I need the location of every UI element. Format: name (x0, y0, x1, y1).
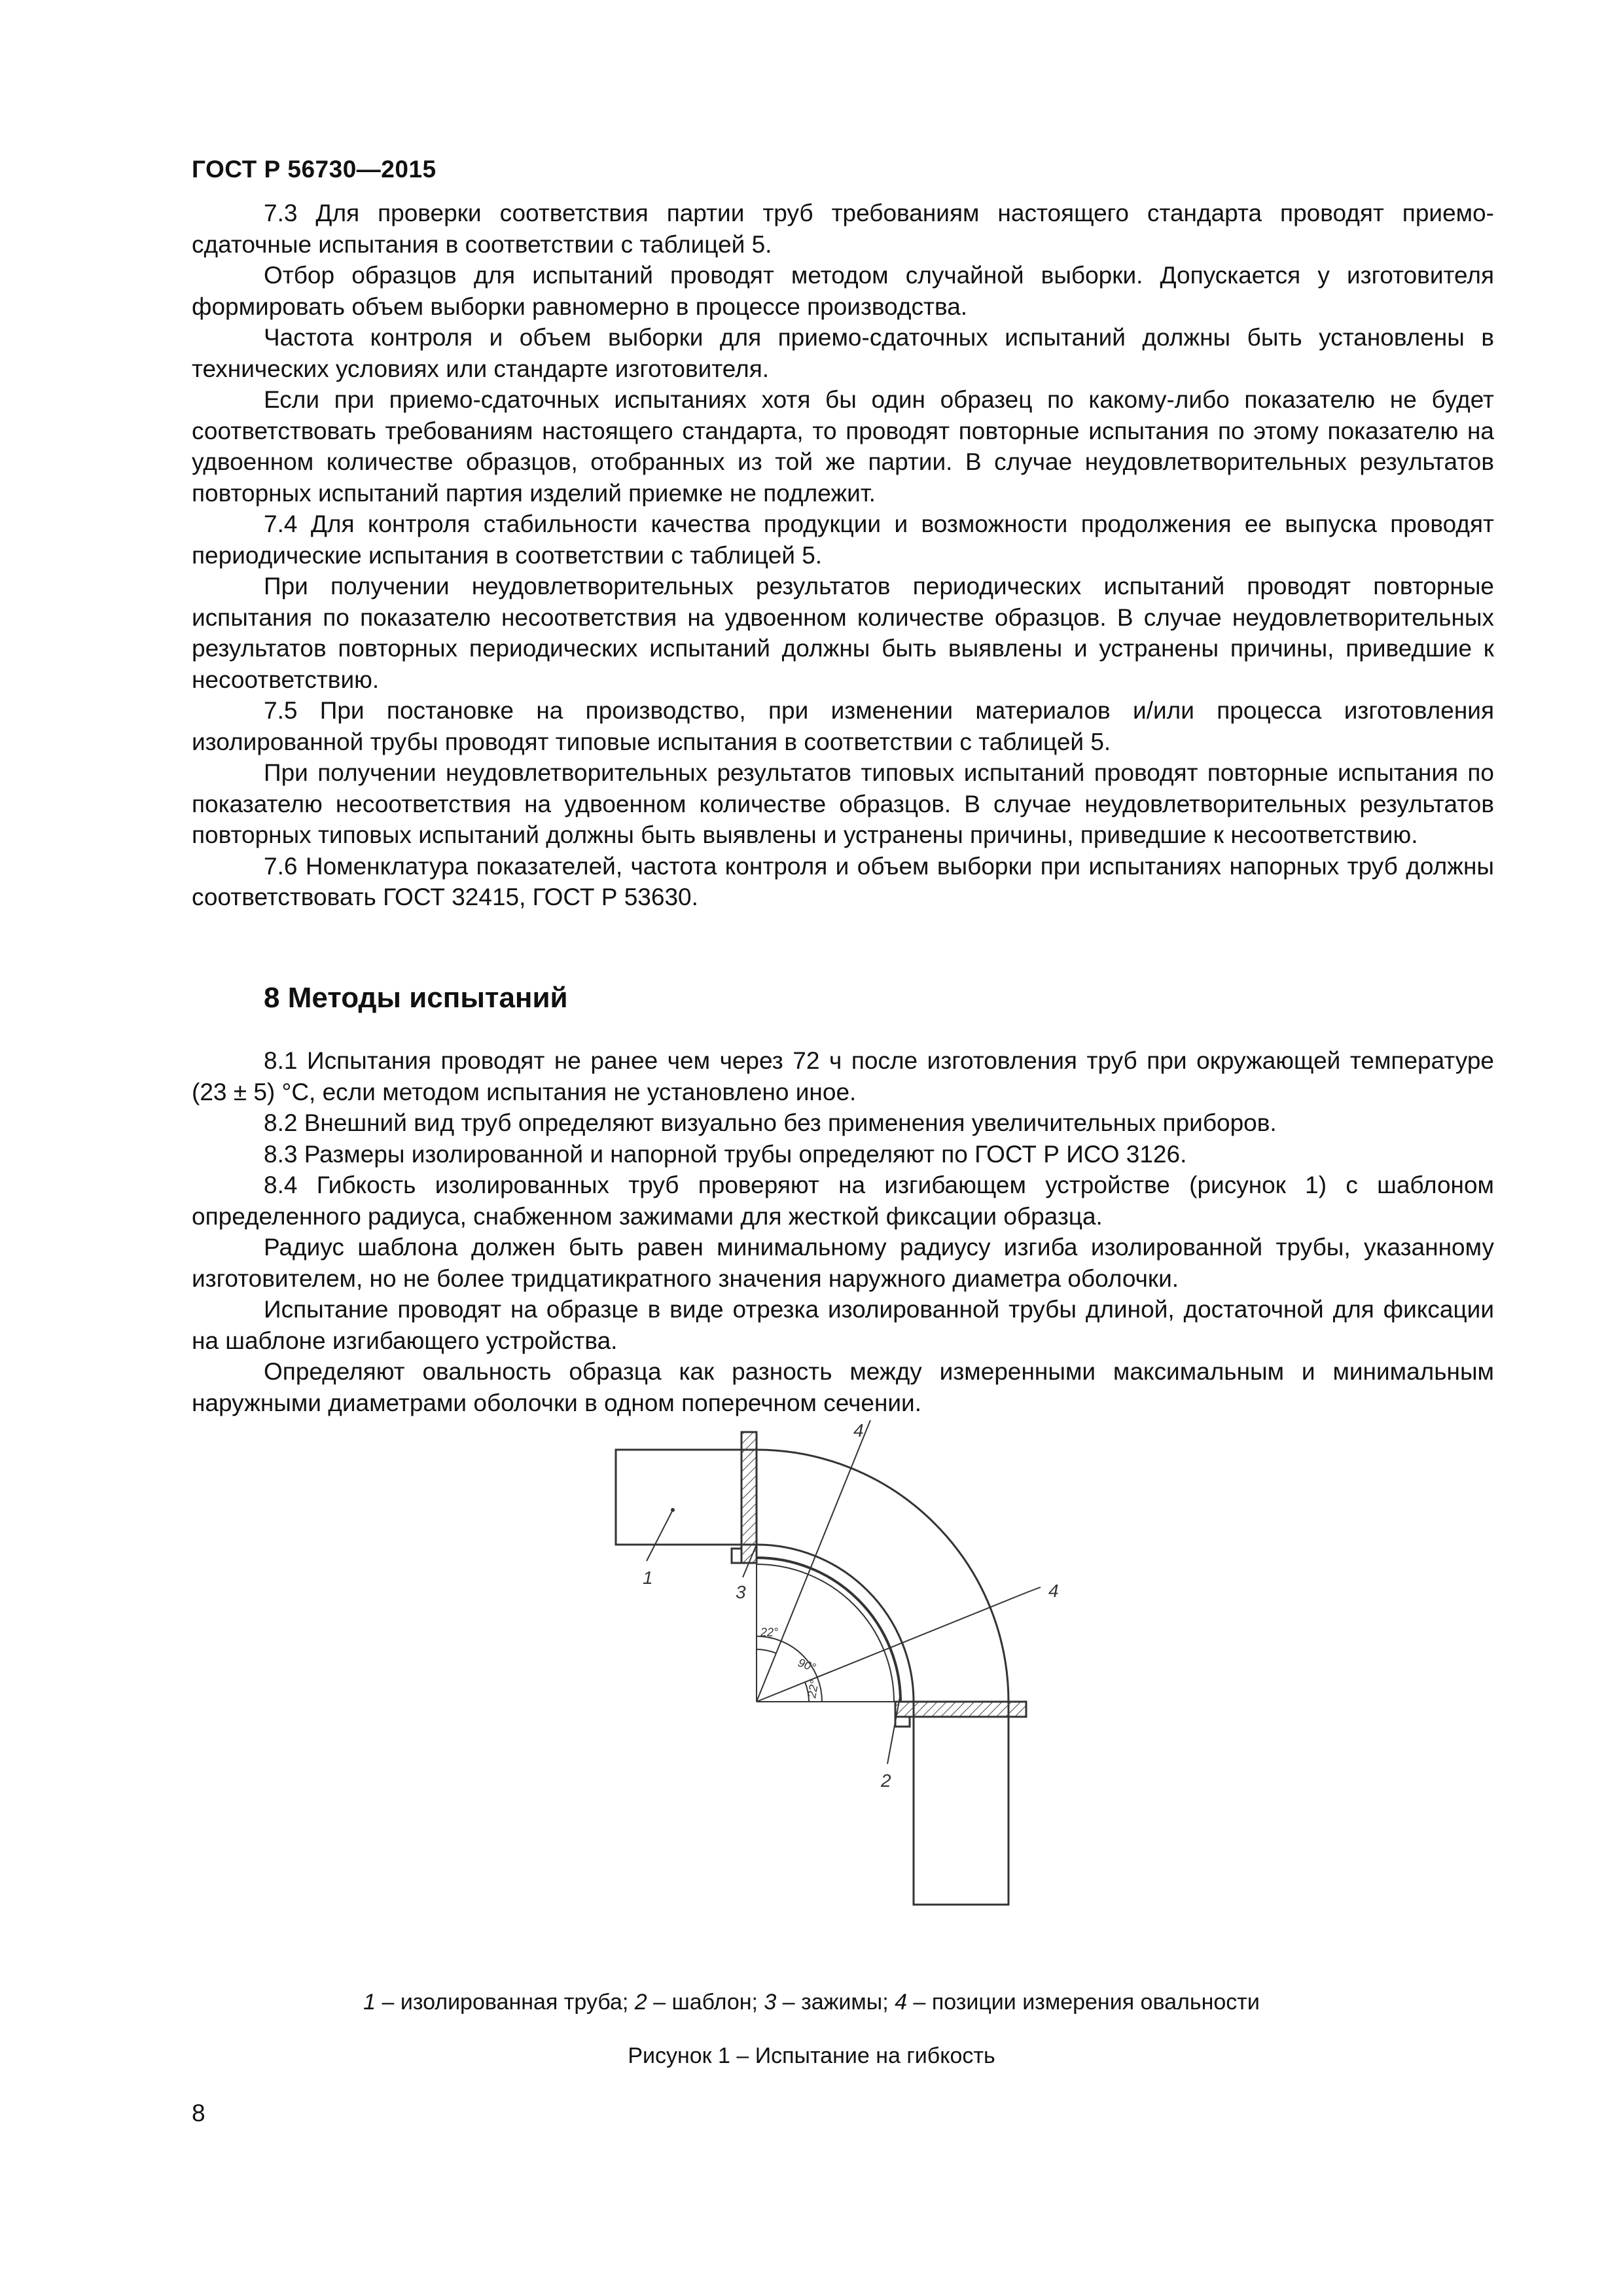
paragraph: 7.4 Для контроля стабильности качества продукции и возможности продолжения ее выпуска проводят периодические испытания в соответствии с таблицей 5. (192, 511, 1494, 569)
legend-text: – изолированная труба; (376, 1990, 635, 2015)
leader-4a (866, 1420, 872, 1431)
pipe-straight-bottom (914, 1702, 1008, 1905)
section-8-heading: 8 Методы испытаний (264, 982, 568, 1014)
document-header: ГОСТ Р 56730—2015 (192, 156, 437, 183)
page-number: 8 (192, 2100, 205, 2126)
leader-4b (1027, 1587, 1041, 1592)
paragraph: Частота контроля и объем выборки для приемо-сдаточных испытаний должны быть установлены в технических условиях или стандарте изготовителя. (192, 324, 1494, 382)
legend-number: 4 (895, 1990, 908, 2015)
section-8-text (192, 1045, 1494, 1418)
pipe-bend-inner (757, 1545, 914, 1702)
label-4-right: 4 (1048, 1581, 1059, 1601)
clamp-top-tab (732, 1549, 741, 1563)
bend-test-drawing (589, 1420, 1165, 1983)
section-7-text (192, 198, 1494, 913)
pipe-straight-top (616, 1450, 757, 1545)
label-4-top: 4 (853, 1420, 864, 1441)
label-2: 2 (881, 1770, 891, 1791)
paragraph: 7.5 При постановке на производство, при изменении материалов и/или процесса изготовления изолированной трубы проводят типовые испытания в соответствии с таблицей 5. (192, 697, 1494, 755)
clamp-top (741, 1432, 757, 1563)
paragraph: 8.4 Гибкость изолированных труб проверяют на изгибающем устройстве (рисунок 1) с шаблоном определенного радиуса, снабженном зажимами для жесткой фиксации образца. (192, 1172, 1494, 1230)
angle-label-22-top: 22° (760, 1626, 779, 1639)
legend-number: 2 (634, 1990, 647, 2015)
paragraph: Если при приемо-сдаточных испытаниях хотя бы один образец по какому-либо показателю не будет соответствовать требованиям настоящего стандарта, то проводят повторные испытания по этому показателю на удвоенном количестве образцов, отобранных из той же партии. В случае неудовлетворительных результатов повторных испытаний партия изделий приемке не подлежит. (192, 386, 1494, 507)
legend-text: – зажимы; (776, 1990, 895, 2015)
legend-text: – позиции измерения овальности (907, 1990, 1260, 2015)
angle-label-90: 90° (796, 1655, 818, 1675)
legend-text: – шаблон; (647, 1990, 764, 2015)
paragraph: 7.3 Для проверки соответствия партии труб требованиям настоящего стандарта проводят приемо-сдаточные испытания в соответствии с таблицей 5. (192, 200, 1494, 258)
figure-caption: Рисунок 1 – Испытание на гибкость (628, 2043, 995, 2068)
label-3: 3 (736, 1582, 746, 1602)
paragraph: При получении неудовлетворительных результатов типовых испытаний проводят повторные испытания по показателю несоответствия на удвоенном количестве образцов. В случае неудовлетворительных результатов повторных типовых испытаний должны быть выявлены и устранены причины, приведшие к несоответствию. (192, 759, 1494, 848)
paragraph: Испытание проводят на образце в виде отрезка изолированной трубы длиной, достаточной для фиксации на шаблоне изгибающего устройства. (192, 1296, 1494, 1354)
paragraph: Определяют овальность образца как разность между измеренными максимальным и минимальным наружными диаметрами оболочки в одном поперечном сечении. (192, 1358, 1494, 1416)
measurement-line-2 (757, 1592, 1027, 1702)
clamp-bottom-tab (895, 1717, 910, 1727)
leader-2 (887, 1694, 901, 1764)
paragraph: 7.6 Номенклатура показателей, частота контроля и объем выборки при испытаниях напорных труб должны соответствовать ГОСТ 32415, ГОСТ Р 53630. (192, 852, 1494, 910)
paragraph: 8.2 Внешний вид труб определяют визуально без применения увеличительных приборов. (264, 1109, 1277, 1136)
figure-legend (0, 1990, 1623, 2015)
paragraph: 8.1 Испытания проводят не ранее чем через 72 ч после изготовления труб при окружающей температуре (23 ± 5) °С, если методом испытания не установлено иное. (192, 1047, 1494, 1105)
leader-1 (647, 1510, 673, 1561)
pipe-bend-outer (757, 1450, 1008, 1702)
paragraph: Радиус шаблона должен быть равен минимальному радиусу изгиба изолированной трубы, указанному изготовителем, но не более тридцатикратного значения наружного диаметра оболочки. (192, 1234, 1494, 1292)
label-1: 1 (643, 1568, 653, 1588)
bend-test-figure (589, 1420, 1165, 1983)
legend-number: 1 (363, 1990, 376, 2015)
clamp-bottom (895, 1702, 1026, 1717)
paragraph: Отбор образцов для испытаний проводят методом случайной выборки. Допускается у изготовителя формировать объем выборки равномерно в процессе производства. (192, 262, 1494, 320)
leader-1-dot (671, 1508, 675, 1512)
legend-number: 3 (764, 1990, 777, 2015)
paragraph: При получении неудовлетворительных результатов периодических испытаний проводят повторные испытания по показателю несоответствия на удвоенном количестве образцов. В случае неудовлетворительных результатов повторных периодических испытаний должны быть выявлены и устранены причины, приведшие к несоответствию. (192, 573, 1494, 693)
paragraph: 8.3 Размеры изолированной и напорной трубы определяют по ГОСТ Р ИСО 3126. (264, 1140, 1187, 1168)
angle-arc-22-top (757, 1649, 776, 1653)
angle-label-22-bottom: 22° (805, 1679, 821, 1699)
